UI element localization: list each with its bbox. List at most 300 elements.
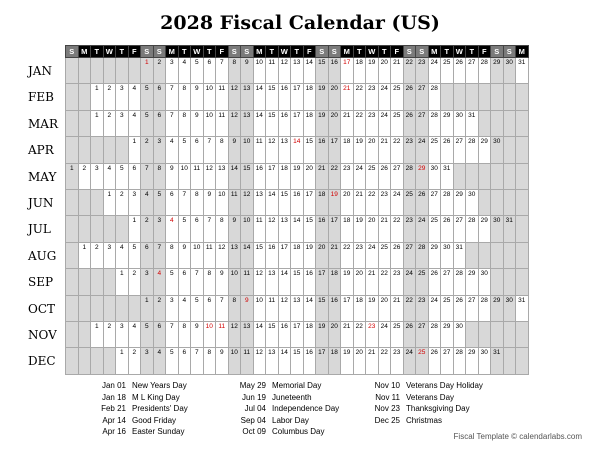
holiday-date: Jul 04 xyxy=(244,404,266,413)
day-cell: 18 xyxy=(353,58,366,84)
empty-cell xyxy=(516,321,529,347)
day-cell: 1 xyxy=(91,110,104,136)
holiday-date: Dec 25 xyxy=(374,415,400,425)
day-cell: 19 xyxy=(291,163,304,189)
weekday-header-cell: S xyxy=(328,46,341,58)
day-cell: 8 xyxy=(216,216,229,242)
day-cell: 7 xyxy=(216,58,229,84)
day-cell: 22 xyxy=(353,321,366,347)
empty-cell xyxy=(128,295,141,321)
empty-cell xyxy=(516,216,529,242)
day-cell: 23 xyxy=(403,216,416,242)
day-cell: 16 xyxy=(316,137,329,163)
day-cell: 5 xyxy=(178,216,191,242)
day-cell: 7 xyxy=(166,321,179,347)
weekday-header-cell: S xyxy=(241,46,254,58)
day-cell: 28 xyxy=(416,242,429,268)
weekday-header-cell: T xyxy=(178,46,191,58)
day-cell: 11 xyxy=(203,242,216,268)
weekday-header-cell: S xyxy=(491,46,504,58)
empty-cell xyxy=(503,110,516,136)
day-cell: 27 xyxy=(391,163,404,189)
day-cell: 14 xyxy=(278,348,291,374)
day-cell: 13 xyxy=(266,348,279,374)
calendar-grid xyxy=(65,45,529,375)
day-cell: 25 xyxy=(378,242,391,268)
holiday-date: Sep 04 xyxy=(240,415,266,425)
day-cell: 18 xyxy=(353,295,366,321)
weekday-header-cell: T xyxy=(353,46,366,58)
empty-cell xyxy=(491,110,504,136)
day-cell: 30 xyxy=(503,58,516,84)
holiday-name: Juneteenth xyxy=(272,392,312,402)
day-cell: 12 xyxy=(203,163,216,189)
day-cell: 1 xyxy=(141,295,154,321)
day-cell: 22 xyxy=(391,216,404,242)
empty-cell xyxy=(116,295,129,321)
day-cell: 27 xyxy=(416,321,429,347)
day-cell: 7 xyxy=(191,269,204,295)
day-cell: 18 xyxy=(328,348,341,374)
day-cell: 3 xyxy=(128,189,141,215)
day-cell: 9 xyxy=(216,269,229,295)
month-row xyxy=(66,84,529,110)
day-cell: 23 xyxy=(378,189,391,215)
day-cell: 28 xyxy=(466,137,479,163)
day-cell: 2 xyxy=(103,321,116,347)
day-cell: 23 xyxy=(416,295,429,321)
day-cell: 3 xyxy=(153,216,166,242)
day-cell: 6 xyxy=(178,348,191,374)
day-cell: 1 xyxy=(78,242,91,268)
day-cell: 1 xyxy=(141,58,154,84)
day-cell: 15 xyxy=(266,110,279,136)
day-cell: 5 xyxy=(178,137,191,163)
holiday-date: Nov 23 xyxy=(374,404,400,413)
empty-cell xyxy=(78,137,91,163)
day-cell: 29 xyxy=(441,321,454,347)
day-cell: 17 xyxy=(278,242,291,268)
day-cell: 18 xyxy=(278,163,291,189)
day-cell: 21 xyxy=(328,242,341,268)
day-cell: 26 xyxy=(441,137,454,163)
holiday-entry xyxy=(92,380,188,392)
day-cell: 3 xyxy=(103,242,116,268)
holiday-date: Jan 18 xyxy=(101,392,126,402)
empty-cell xyxy=(466,84,479,110)
day-cell: 9 xyxy=(228,216,241,242)
month-label: JUL xyxy=(28,222,51,237)
day-cell: 9 xyxy=(241,58,254,84)
day-cell: 22 xyxy=(403,295,416,321)
day-cell: 8 xyxy=(178,321,191,347)
month-label: JAN xyxy=(28,64,52,78)
weekday-header-cell: T xyxy=(203,46,216,58)
weekday-header-cell: S xyxy=(141,46,154,58)
holiday-list-1 xyxy=(92,380,188,438)
day-cell: 5 xyxy=(141,321,154,347)
day-cell: 14 xyxy=(253,321,266,347)
day-cell: 21 xyxy=(341,84,354,110)
day-cell: 2 xyxy=(78,163,91,189)
month-row xyxy=(66,137,529,163)
month-label: FEB xyxy=(28,90,54,105)
empty-cell xyxy=(503,321,516,347)
empty-cell xyxy=(516,348,529,374)
empty-cell xyxy=(116,137,129,163)
day-cell: 2 xyxy=(128,269,141,295)
day-cell: 15 xyxy=(291,348,304,374)
day-cell: 29 xyxy=(478,137,491,163)
empty-cell xyxy=(478,321,491,347)
day-cell: 27 xyxy=(403,242,416,268)
holiday-name: Veterans Day Holiday xyxy=(406,381,483,390)
holiday-entry xyxy=(92,392,188,404)
day-cell: 17 xyxy=(316,348,329,374)
day-cell: 11 xyxy=(228,189,241,215)
month-row xyxy=(66,163,529,189)
weekday-header-cell: W xyxy=(278,46,291,58)
day-cell: 14 xyxy=(291,216,304,242)
day-cell: 2 xyxy=(91,242,104,268)
day-cell: 24 xyxy=(391,189,404,215)
holiday-name: Thanksgiving Day xyxy=(406,404,470,413)
day-cell: 27 xyxy=(416,110,429,136)
holiday-entry xyxy=(92,415,188,427)
day-cell: 5 xyxy=(128,242,141,268)
day-cell: 6 xyxy=(203,295,216,321)
day-cell: 21 xyxy=(316,163,329,189)
holiday-name: New Years Day xyxy=(132,381,187,390)
day-cell: 8 xyxy=(178,110,191,136)
empty-cell xyxy=(491,321,504,347)
day-cell: 19 xyxy=(353,137,366,163)
day-cell: 6 xyxy=(128,163,141,189)
day-cell: 28 xyxy=(441,189,454,215)
day-cell: 31 xyxy=(503,216,516,242)
empty-cell xyxy=(516,189,529,215)
day-cell: 10 xyxy=(241,137,254,163)
day-cell: 23 xyxy=(366,321,379,347)
holiday-name: Christmas xyxy=(406,415,443,425)
page-title: 2028 Fiscal Calendar (US) xyxy=(160,12,440,34)
day-cell: 11 xyxy=(266,295,279,321)
weekday-header-cell: F xyxy=(391,46,404,58)
empty-cell xyxy=(128,58,141,84)
empty-cell xyxy=(503,137,516,163)
day-cell: 29 xyxy=(466,348,479,374)
day-cell: 28 xyxy=(453,269,466,295)
day-cell: 1 xyxy=(91,84,104,110)
day-cell: 19 xyxy=(316,321,329,347)
day-cell: 12 xyxy=(253,269,266,295)
day-cell: 10 xyxy=(241,216,254,242)
day-cell: 30 xyxy=(453,321,466,347)
day-cell: 24 xyxy=(403,269,416,295)
day-cell: 24 xyxy=(366,242,379,268)
day-cell: 16 xyxy=(278,110,291,136)
day-cell: 9 xyxy=(216,348,229,374)
day-cell: 8 xyxy=(166,242,179,268)
day-cell: 5 xyxy=(141,110,154,136)
day-cell: 25 xyxy=(416,269,429,295)
day-cell: 9 xyxy=(203,189,216,215)
day-cell: 24 xyxy=(353,163,366,189)
weekday-header-cell: T xyxy=(266,46,279,58)
holiday-name: Memorial Day xyxy=(272,381,322,390)
weekday-header-cell: S xyxy=(66,46,79,58)
day-cell: 14 xyxy=(253,110,266,136)
day-cell: 16 xyxy=(328,295,341,321)
day-cell: 15 xyxy=(266,84,279,110)
day-cell: 8 xyxy=(191,189,204,215)
day-cell: 20 xyxy=(316,242,329,268)
weekday-header-cell: T xyxy=(91,46,104,58)
day-cell: 25 xyxy=(391,321,404,347)
weekday-header-cell: T xyxy=(441,46,454,58)
day-cell: 12 xyxy=(228,321,241,347)
day-cell: 17 xyxy=(328,216,341,242)
day-cell: 5 xyxy=(191,295,204,321)
day-cell: 13 xyxy=(228,242,241,268)
day-cell: 1 xyxy=(103,189,116,215)
day-cell: 22 xyxy=(403,58,416,84)
day-cell: 5 xyxy=(166,269,179,295)
day-cell: 18 xyxy=(303,84,316,110)
weekday-header-cell: M xyxy=(428,46,441,58)
month-row xyxy=(66,216,529,242)
holiday-entry xyxy=(366,403,483,415)
weekday-header-cell: T xyxy=(378,46,391,58)
day-cell: 14 xyxy=(291,137,304,163)
day-cell: 28 xyxy=(453,348,466,374)
day-cell: 4 xyxy=(178,58,191,84)
day-cell: 21 xyxy=(341,321,354,347)
day-cell: 31 xyxy=(466,110,479,136)
holiday-name: Easter Sunday xyxy=(132,427,185,436)
holiday-name: M L King Day xyxy=(132,392,180,402)
day-cell: 5 xyxy=(116,163,129,189)
day-cell: 29 xyxy=(416,163,429,189)
empty-cell xyxy=(78,348,91,374)
day-cell: 30 xyxy=(503,295,516,321)
day-cell: 31 xyxy=(516,58,529,84)
day-cell: 23 xyxy=(366,84,379,110)
day-cell: 10 xyxy=(191,242,204,268)
day-cell: 18 xyxy=(303,110,316,136)
weekday-header-cell: W xyxy=(103,46,116,58)
empty-cell xyxy=(78,295,91,321)
empty-cell xyxy=(78,321,91,347)
month-label: OCT xyxy=(28,301,56,316)
day-cell: 16 xyxy=(278,84,291,110)
day-cell: 15 xyxy=(316,295,329,321)
day-cell: 16 xyxy=(303,269,316,295)
day-cell: 1 xyxy=(91,321,104,347)
day-cell: 28 xyxy=(428,321,441,347)
empty-cell xyxy=(103,137,116,163)
day-cell: 13 xyxy=(253,189,266,215)
day-cell: 27 xyxy=(453,137,466,163)
day-cell: 3 xyxy=(141,348,154,374)
holiday-name: Good Friday xyxy=(132,415,177,425)
day-cell: 24 xyxy=(416,137,429,163)
day-cell: 3 xyxy=(153,137,166,163)
day-cell: 27 xyxy=(428,189,441,215)
empty-cell xyxy=(478,242,491,268)
day-cell: 9 xyxy=(191,110,204,136)
day-cell: 4 xyxy=(128,84,141,110)
day-cell: 24 xyxy=(378,84,391,110)
month-row xyxy=(66,269,529,295)
day-cell: 18 xyxy=(291,242,304,268)
day-cell: 26 xyxy=(403,110,416,136)
day-cell: 2 xyxy=(141,137,154,163)
day-cell: 21 xyxy=(341,110,354,136)
holiday-list-2 xyxy=(232,380,339,438)
day-cell: 10 xyxy=(216,189,229,215)
day-cell: 25 xyxy=(441,295,454,321)
month-label: SEP xyxy=(28,275,54,290)
empty-cell xyxy=(78,216,91,242)
weekday-header-cell: S xyxy=(153,46,166,58)
day-cell: 16 xyxy=(328,58,341,84)
empty-cell xyxy=(116,58,129,84)
day-cell: 17 xyxy=(328,137,341,163)
day-cell: 15 xyxy=(241,163,254,189)
day-cell: 30 xyxy=(428,163,441,189)
empty-cell xyxy=(491,242,504,268)
day-cell: 25 xyxy=(391,84,404,110)
day-cell: 13 xyxy=(291,295,304,321)
day-cell: 5 xyxy=(166,348,179,374)
day-cell: 31 xyxy=(516,295,529,321)
day-cell: 19 xyxy=(341,269,354,295)
month-row xyxy=(66,295,529,321)
day-cell: 23 xyxy=(403,137,416,163)
holiday-date: Nov 11 xyxy=(375,392,400,402)
day-cell: 30 xyxy=(491,216,504,242)
day-cell: 12 xyxy=(266,216,279,242)
month-label: JUN xyxy=(28,196,54,210)
day-cell: 21 xyxy=(366,269,379,295)
day-cell: 19 xyxy=(328,189,341,215)
day-cell: 20 xyxy=(366,216,379,242)
day-cell: 22 xyxy=(328,163,341,189)
day-cell: 3 xyxy=(116,321,129,347)
empty-cell xyxy=(78,189,91,215)
day-cell: 7 xyxy=(203,216,216,242)
day-cell: 6 xyxy=(178,269,191,295)
holiday-name: Labor Day xyxy=(272,415,309,425)
day-cell: 30 xyxy=(478,269,491,295)
day-cell: 31 xyxy=(453,242,466,268)
holiday-entry xyxy=(232,380,339,392)
day-cell: 15 xyxy=(316,58,329,84)
day-cell: 29 xyxy=(466,269,479,295)
holiday-entry xyxy=(366,392,483,404)
empty-cell xyxy=(91,348,104,374)
day-cell: 4 xyxy=(128,321,141,347)
month-label: APR xyxy=(28,143,54,158)
day-cell: 13 xyxy=(278,216,291,242)
weekday-header-cell: T xyxy=(291,46,304,58)
day-cell: 18 xyxy=(328,269,341,295)
day-cell: 6 xyxy=(153,110,166,136)
day-cell: 1 xyxy=(116,269,129,295)
day-cell: 4 xyxy=(166,216,179,242)
day-cell: 30 xyxy=(466,189,479,215)
holiday-entry xyxy=(232,403,339,415)
day-cell: 29 xyxy=(441,110,454,136)
empty-cell xyxy=(478,163,491,189)
day-cell: 20 xyxy=(378,58,391,84)
day-cell: 27 xyxy=(441,269,454,295)
empty-cell xyxy=(453,84,466,110)
day-cell: 12 xyxy=(241,189,254,215)
day-cell: 14 xyxy=(228,163,241,189)
holiday-entry xyxy=(232,426,339,438)
empty-cell xyxy=(491,269,504,295)
day-cell: 8 xyxy=(178,84,191,110)
day-cell: 6 xyxy=(191,216,204,242)
day-cell: 21 xyxy=(378,137,391,163)
day-cell: 25 xyxy=(441,58,454,84)
empty-cell xyxy=(91,295,104,321)
day-cell: 30 xyxy=(491,137,504,163)
day-cell: 24 xyxy=(378,110,391,136)
empty-cell xyxy=(503,84,516,110)
holiday-date: Apr 14 xyxy=(102,415,126,425)
holiday-name: Independence Day xyxy=(272,404,340,413)
day-cell: 9 xyxy=(178,242,191,268)
day-cell: 15 xyxy=(266,321,279,347)
day-cell: 1 xyxy=(128,137,141,163)
weekday-header-cell: M xyxy=(78,46,91,58)
empty-cell xyxy=(91,137,104,163)
month-row xyxy=(66,321,529,347)
empty-cell xyxy=(516,110,529,136)
day-cell: 11 xyxy=(216,84,229,110)
day-cell: 22 xyxy=(378,269,391,295)
day-cell: 17 xyxy=(341,295,354,321)
day-cell: 17 xyxy=(266,163,279,189)
day-cell: 14 xyxy=(266,189,279,215)
day-cell: 19 xyxy=(366,295,379,321)
weekday-header-cell: T xyxy=(116,46,129,58)
day-cell: 23 xyxy=(366,110,379,136)
day-cell: 20 xyxy=(366,137,379,163)
day-cell: 24 xyxy=(428,295,441,321)
day-cell: 16 xyxy=(291,189,304,215)
day-cell: 28 xyxy=(478,295,491,321)
day-cell: 6 xyxy=(203,58,216,84)
day-cell: 23 xyxy=(341,163,354,189)
day-cell: 17 xyxy=(291,110,304,136)
day-cell: 9 xyxy=(191,84,204,110)
day-cell: 12 xyxy=(278,295,291,321)
holiday-entry xyxy=(366,415,483,427)
day-cell: 4 xyxy=(166,137,179,163)
day-cell: 10 xyxy=(203,110,216,136)
day-cell: 18 xyxy=(341,137,354,163)
day-cell: 26 xyxy=(416,189,429,215)
empty-cell xyxy=(103,58,116,84)
day-cell: 8 xyxy=(216,137,229,163)
weekday-header-cell: F xyxy=(303,46,316,58)
empty-cell xyxy=(78,269,91,295)
day-cell: 2 xyxy=(103,110,116,136)
